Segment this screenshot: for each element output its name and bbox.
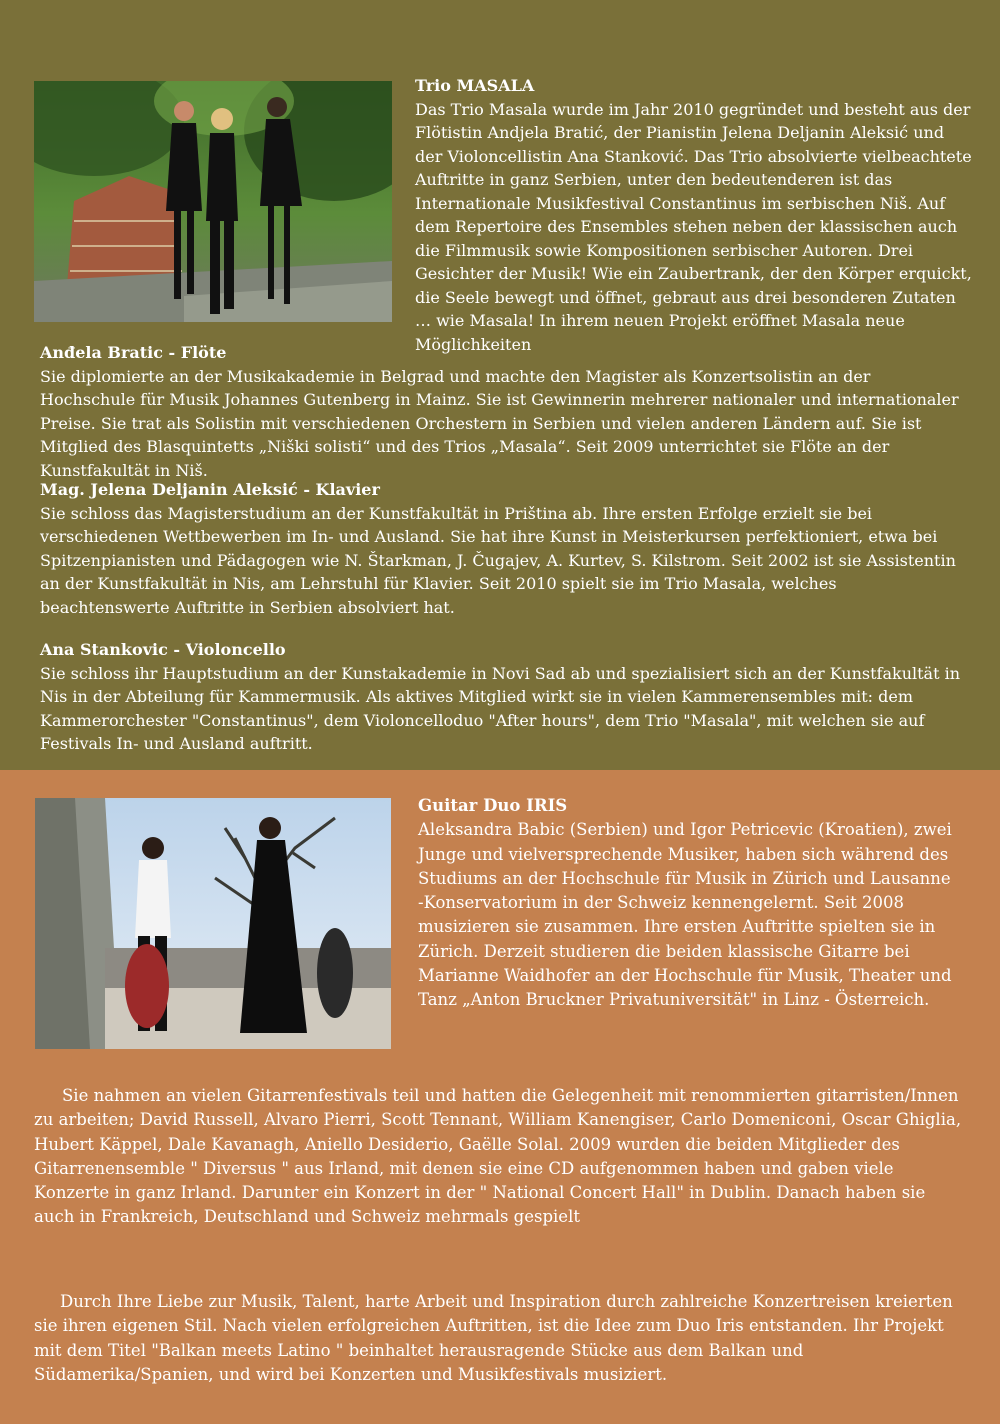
member-jelena — [40, 478, 965, 619]
duo-description: Aleksandra Babic (Serbien) und Igor Petricevic (Kroatien), zwei Junge und vielversprechende Musiker, haben sich während des Studiums an der Hochschule für Musik in Zürich und Lausanne -Konservatorium in der Schweiz kennengelernt. Seit 2008 musizieren sie zusammen. Ihre ersten Auftritte spielten sie in Zürich. Derzeit studieren die beiden klassische Gitarre bei Marianne Waidhofer an der Hochschule für Musik, Theater und Tanz „Anton Bruckner Privatuniversität" in Linz - Österreich. — [418, 820, 952, 1010]
duo-paragraph-2: Durch Ihre Liebe zur Musik, Talent, harte Arbeit und Inspiration durch zahlreiche Konzertreisen kreierten sie ihren eigenen Stil. Nach vielen erfolgreichen Auftritten, ist die Idee zum Duo Iris entstanden. Ihr Projekt mit dem Titel "Balkan meets Latino " beinhaltet herausragende Stücke aus dem Balkan und Südamerika/Spanien, und wird bei Konzerten und Musikfestivals musiziert. — [34, 1292, 953, 1384]
trio-intro — [415, 74, 975, 356]
member-bio: Sie schloss ihr Hauptstudium an der Kunstakademie in Novi Sad ab und spezialisiert sich an der Kunstfakultät in Nis in der Abteilung für Kammermusik. Als aktives Mitglied wirkt sie in vielen Kammerensembles mit: dem Kammerorchester "Constantinus", dem Violoncelloduo "After hours", dem Trio "Masala", mit welchen sie auf Festivals In- und Ausland auftritt. — [40, 663, 961, 753]
duo-paragraph-1: Sie nahmen an vielen Gitarrenfestivals teil und hatten die Gelegenheit mit renommierten gitarristen/Innen zu arbeiten; David Russell, Alvaro Pierri, Scott Tennant, William Kanengiser, Carlo Domeniconi, Oscar Ghiglia, Hubert Käppel, Dale Kavanagh, Aniello Desiderio, Gaëlle Solal. 2009 wurden die beiden Mitglieder des Gitarrenensemble " Diversus " aus Irland, mit denen sie eine CD aufgenommen haben und gaben viele Konzerte in ganz Irland. Darunter ein Konzert in der " National Concert Hall" in Dublin. Danach haben sie auch in Frankreich, Deutschland und Schweiz mehrmals gespielt — [34, 1086, 962, 1227]
member-bio: Sie diplomierte an der Musikakademie in Belgrad und machte den Magister als Konzertsolistin an der Hochschule für Musik Johannes Gutenberg in Mainz. Sie ist Gewinnerin mehrerer nationaler und internationaler Preise. Sie trat als Solistin mit verschiedenen Orchestern in Serbien und vielen anderen Ländern auf. Sie ist Mitglied des Blasquintetts „Niški solisti“ und des Trios „Masala“. Seit 2009 unterrichtet sie Flöte an der Kunstfakultät in Niš. — [40, 366, 959, 480]
member-name: Anđela Bratic - Flöte — [40, 343, 227, 362]
trio-description: Das Trio Masala wurde im Jahr 2010 gegründet und besteht aus der Flötistin Andjela Bratić, der Pianistin Jelena Deljanin Aleksić und der Violoncellistin Ana Stanković. Das Trio absolvierte vielbeachtete Auftritte in ganz Serbien, unter den bedeutenderen ist das Internationale Musikfestival Constantinus im serbischen Niš. Auf dem Repertoire des Ensembles stehen neben der klassischen auch die Filmmusik sowie Kompositionen serbischer Autoren. Drei Gesichter der Musik! Wie ein Zaubertrank, der den Körper erquickt, die Seele bewegt und öffnet, gebraut aus drei besonderen Zutaten … wie Masala! In ihrem neuen Projekt eröffnet Masala neue Möglichkeiten — [415, 99, 972, 354]
duo-intro — [418, 794, 958, 1013]
trio-title: Trio MASALA — [415, 76, 535, 95]
trio-photo — [34, 81, 392, 322]
member-ana — [40, 638, 965, 756]
member-andjela — [40, 341, 965, 482]
guitar-duo-section — [0, 770, 1000, 1424]
duo-title: Guitar Duo IRIS — [418, 796, 568, 815]
member-name: Ana Stankovic - Violoncello — [40, 640, 286, 659]
member-name: Mag. Jelena Deljanin Aleksić - Klavier — [40, 480, 380, 499]
duo-photo — [35, 798, 391, 1049]
member-bio: Sie schloss das Magisterstudium an der Kunstfakultät in Priština ab. Ihre ersten Erfolge erzielt sie bei verschiedenen Wettbewerben im In- und Ausland. Sie hat ihre Kunst in Meisterkursen perfektioniert, etwa bei Spitzenpianisten und Pädagogen wie N. Štarkman, J. Čugajev, A. Kurtev, S. Kilstrom. Seit 2002 ist sie Assistentin an der Kunstfakultät in Nis, am Lehrstuhl für Klavier. Seit 2010 spielt sie im Trio Masala, welches beachtenswerte Auftritte in Serbien absolviert hat. — [40, 503, 956, 617]
